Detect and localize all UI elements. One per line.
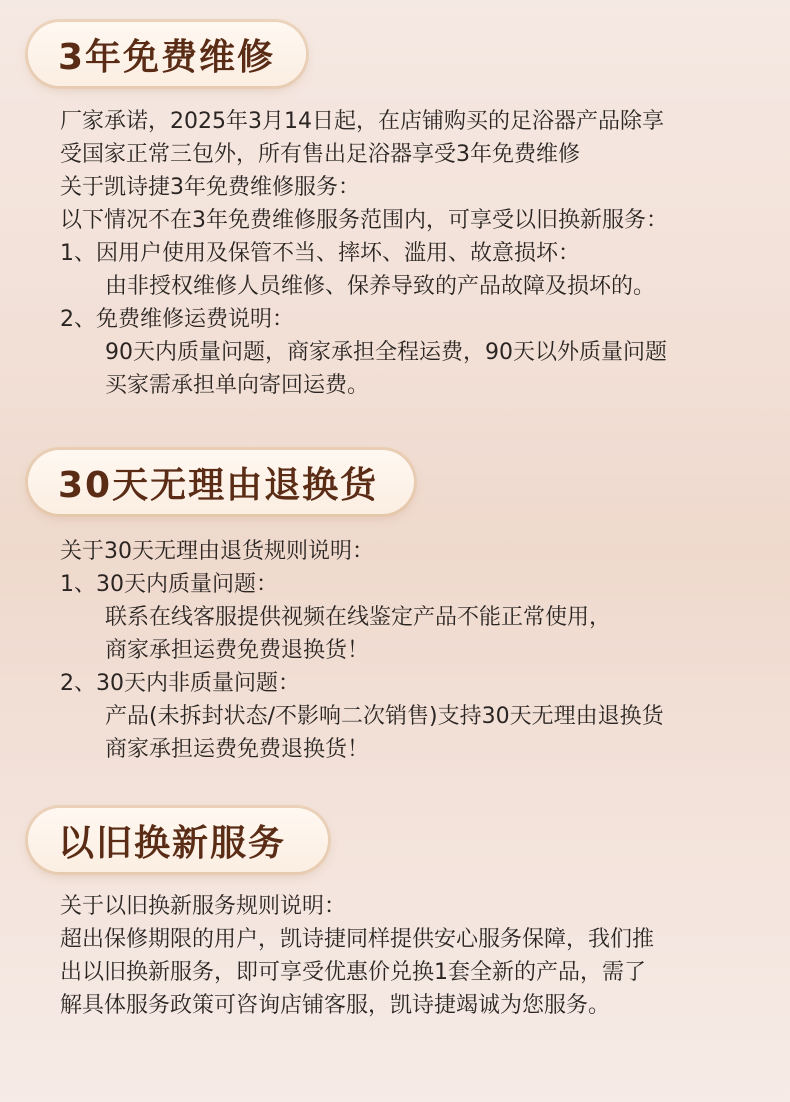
text-line: 商家承担运费免费退换货！ [105,638,370,663]
text-line: 关于凯诗捷3年免费维修服务： [60,175,360,200]
text-line: 2、免费维修运费说明： [60,307,294,332]
text-line: 联系在线客服提供视频在线鉴定产品不能正常使用， [105,605,612,630]
text-line: 关于30天无理由退货规则说明： [60,539,374,564]
section-title: 3年免费维修 [58,36,276,78]
text-line: 以下情况不在3年免费维修服务范围内，可享受以旧换新服务： [60,208,668,233]
text-line: 受国家正常三包外，所有售出足浴器享受3年免费维修 [60,142,580,167]
warranty-text-block [60,105,668,402]
text-line: 90天内质量问题，商家承担全程运费，90天以外质量问题 [105,340,667,365]
section-title: 30天无理由退换货 [58,464,379,506]
section-title: 以旧换新服务 [58,822,287,864]
text-line: 由非授权维修人员维修、保养导致的产品故障及损坏的。 [105,274,656,299]
section-header-warranty [28,22,306,86]
text-line: 厂家承诺，2025年3月14日起，在店铺购买的足浴器产品除享 [60,109,664,134]
section-header-returns [28,450,414,514]
returns-text-block [60,535,664,766]
text-line: 1、30天内质量问题： [60,572,278,597]
tradein-text-block [60,890,654,1022]
text-line: 2、30天内非质量问题： [60,671,300,696]
text-line: 买家需承担单向寄回运费。 [105,373,370,398]
text-line: 产品(未拆封状态/不影响二次销售)支持30天无理由退换货 [105,704,664,729]
section-header-tradein [28,808,328,872]
text-line: 商家承担运费免费退换货！ [105,737,370,762]
text-line: 解具体服务政策可咨询店铺客服，凯诗捷竭诚为您服务。 [60,993,611,1018]
text-line: 出以旧换新服务，即可享受优惠价兑换1套全新的产品，需了 [60,960,646,985]
text-line: 关于以旧换新服务规则说明： [60,894,347,919]
text-line: 超出保修期限的用户，凯诗捷同样提供安心服务保障，我们推 [60,927,655,952]
text-line: 1、因用户使用及保管不当、摔坏、滥用、故意损坏： [60,241,580,266]
